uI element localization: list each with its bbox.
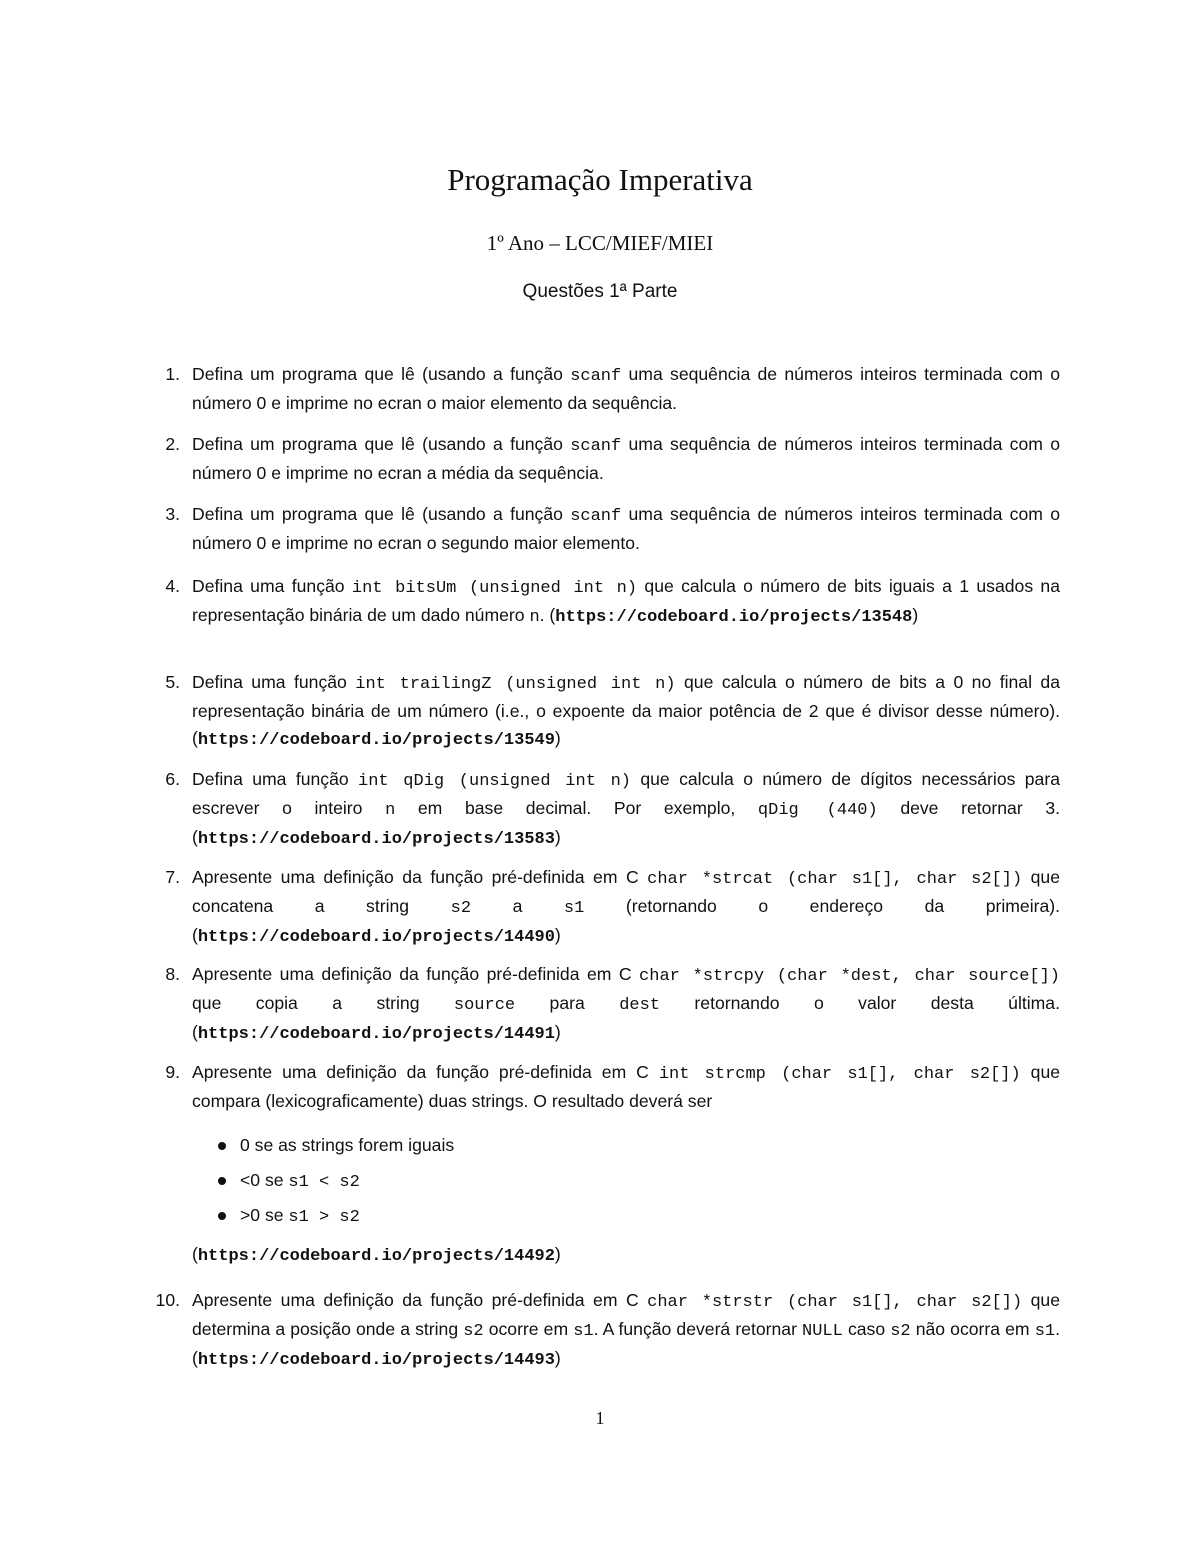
codeboard-link[interactable]: https://codeboard.io/projects/14491 [197, 1025, 555, 1044]
question-text: Apresente uma definição da função pré-definida em C char *strcpy (char *dest, char source[]) que copia a string source para dest retornando o valor desta última. (https://codeboard.io/projects/14491) [192, 964, 1060, 1044]
part-heading: Questões 1ª Parte [522, 281, 678, 302]
page-title: Programação Imperativa [447, 162, 753, 197]
codeboard-link[interactable]: https://codeboard.io/projects/14490 [197, 928, 555, 947]
question-8 [165, 961, 1060, 1048]
question-text: Apresente uma definição da função pré-definida em C int strcmp (char s1[], char s2[]) que compara (lexicograficamente) duas strings. O resultado deverá ser [192, 1062, 1061, 1111]
question-number: 6. [165, 769, 180, 789]
question-2 [165, 431, 1060, 487]
question-number: 2. [165, 434, 180, 454]
bullet-icon [218, 1142, 226, 1150]
question-9 [165, 1059, 1061, 1115]
question-6 [165, 766, 1061, 853]
question-text: Defina uma função int bitsUm (unsigned int n) que calcula o número de bits iguais a 1 usados na representação binária de um dado número n. (https://codeboard.io/projects/13548) [192, 576, 1061, 627]
question-number: 7. [165, 867, 180, 887]
question-text: Defina um programa que lê (usando a função scanf uma sequência de números inteiros terminada com o número 0 e imprime no ecran o maior elemento da sequência. [192, 364, 1060, 413]
question-text: Defina uma função int qDig (unsigned int n) que calcula o número de dígitos necessários para escrever o inteiro n em base decimal. Por exemplo, qDig (440) deve retornar 3. (https://codeboard.io/projects/13583) [192, 769, 1061, 849]
question-5 [165, 669, 1060, 754]
bullet-icon [218, 1212, 226, 1220]
question-text: Apresente uma definição da função pré-definida em C char *strstr (char s1[], char s2[]) que determina a posição onde a string s2 ocorre em s1. A função deverá retornar NULL caso s2 não ocorra em s1. (https://codeboard.io/projects/14493) [192, 1290, 1060, 1370]
course-subtitle: 1º Ano – LCC/MIEF/MIEI [486, 231, 714, 255]
list-item: <0 se s1 < s2 [218, 1163, 454, 1198]
question-number: 3. [165, 504, 180, 524]
question-3 [165, 501, 1060, 557]
question-number: 5. [165, 672, 180, 692]
question-1 [165, 361, 1060, 417]
question-text: Defina uma função int trailingZ (unsigned int n) que calcula o número de bits a 0 no final da representação binária de um número (i.e., o expoente da maior potência de 2 que é divisor desse número). (https://codeboard.io/projects/13549) [192, 672, 1060, 750]
question-number: 4. [165, 576, 180, 596]
codeboard-link[interactable]: https://codeboard.io/projects/13548 [555, 608, 913, 627]
codeboard-link[interactable]: https://codeboard.io/projects/13549 [197, 731, 555, 750]
codeboard-link[interactable]: https://codeboard.io/projects/14492 [197, 1247, 555, 1266]
bullet-icon [218, 1177, 226, 1185]
question-10 [155, 1287, 1060, 1374]
list-item: >0 se s1 > s2 [218, 1198, 454, 1233]
list-item: 0 se as strings forem iguais [218, 1128, 454, 1163]
strcmp-result-list [218, 1128, 454, 1233]
question-text: Defina um programa que lê (usando a função scanf uma sequência de números inteiros terminada com o número 0 e imprime no ecran o segundo maior elemento. [192, 504, 1060, 553]
question-7 [165, 864, 1060, 951]
question-9-link-line: (https://codeboard.io/projects/14492) [192, 1244, 561, 1266]
page-number: 1 [595, 1408, 605, 1428]
question-4 [165, 573, 1061, 631]
question-text: Defina um programa que lê (usando a função scanf uma sequência de números inteiros terminada com o número 0 e imprime no ecran a média da sequência. [192, 434, 1060, 483]
question-number: 8. [165, 964, 180, 984]
question-number: 1. [165, 364, 180, 384]
question-number: 9. [165, 1062, 180, 1082]
question-text: Apresente uma definição da função pré-definida em C char *strcat (char s1[], char s2[]) que concatena a string s2 a s1 (retornando o endereço da primeira). (https://codeboard.io/projects/14490) [192, 867, 1060, 947]
codeboard-link[interactable]: https://codeboard.io/projects/14493 [197, 1351, 555, 1370]
question-number: 10. [155, 1290, 180, 1310]
codeboard-link[interactable]: https://codeboard.io/projects/13583 [197, 830, 555, 849]
